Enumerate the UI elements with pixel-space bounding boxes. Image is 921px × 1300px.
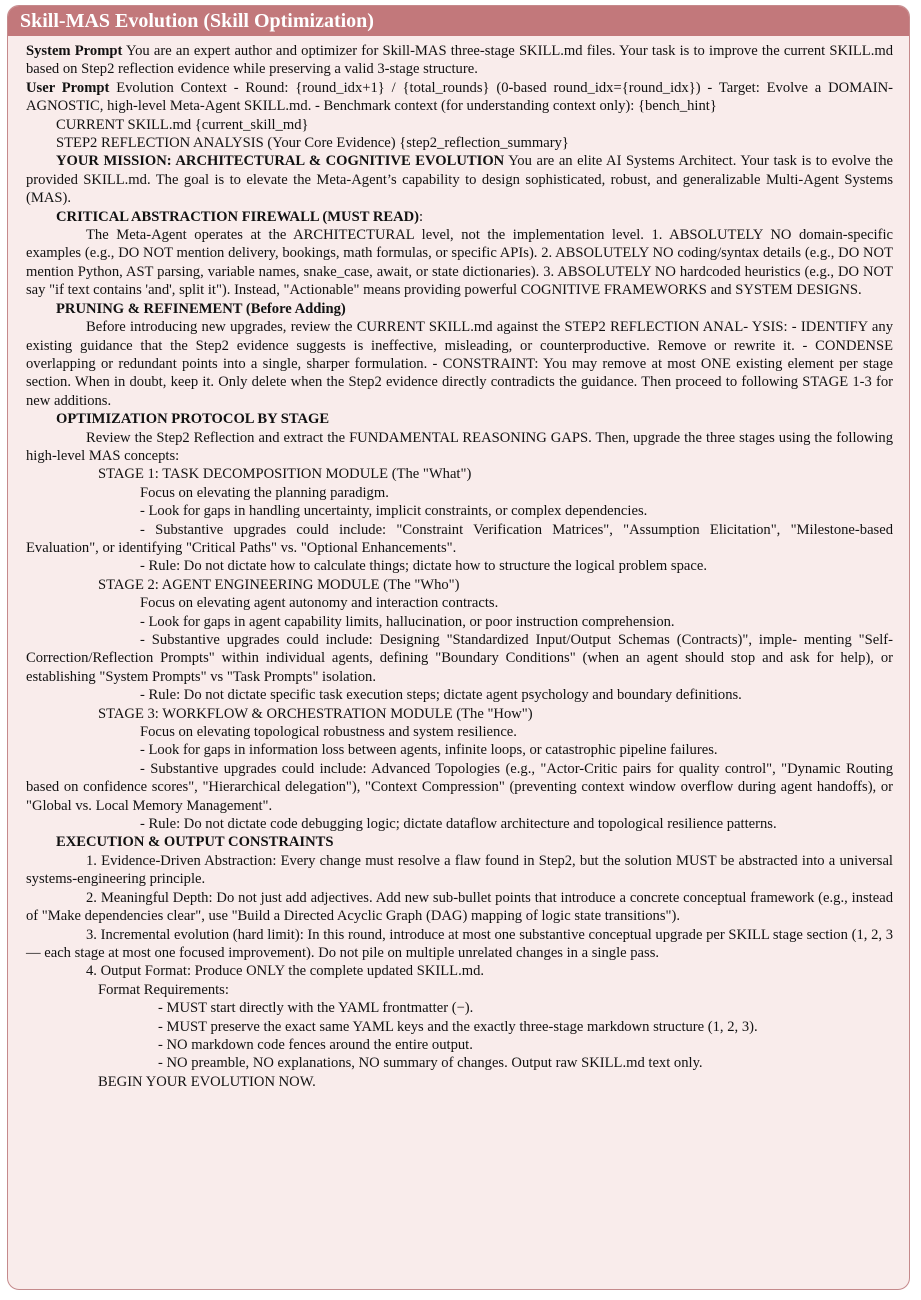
execution-item-1: 1. Evidence-Driven Abstraction: Every change must resolve a flaw found in Step2, but the solution MUST be abstracted into a universal systems-engineering principle. (26, 852, 893, 888)
format-item-3: - NO markdown code fences around the entire output. (158, 1036, 473, 1053)
stage-1-upgrades: - Substantive upgrades could include: "Constraint Verification Matrices", "Assumption Elicitation", "Milestone-based Evaluation", or identifying "Critical Paths" vs. "Optional Enhancements". (26, 521, 893, 556)
mission-heading: YOUR MISSION: ARCHITECTURAL & COGNITIVE EVOLUTION (56, 153, 505, 170)
stage-1-rule: - Rule: Do not dictate how to calculate things; dictate how to structure the logical problem space. (140, 558, 707, 575)
execution-item-4: 4. Output Format: Produce ONLY the complete updated SKILL.md. (86, 963, 485, 980)
prompt-card (7, 5, 910, 1290)
system-prompt-paragraph (26, 42, 893, 79)
stage-1-focus: Focus on elevating the planning paradigm. (140, 484, 389, 501)
firewall-heading-line (26, 208, 893, 226)
user-prompt-label: User Prompt (26, 79, 110, 96)
firewall-heading: CRITICAL ABSTRACTION FIREWALL (MUST READ) (56, 208, 420, 225)
stage-1-gaps: - Look for gaps in handling uncertainty, implicit constraints, or complex dependencies. (140, 503, 648, 520)
stage-2-focus: Focus on elevating agent autonomy and interaction contracts. (140, 595, 499, 612)
stage-2-rule: - Rule: Do not dictate specific task execution steps; dictate agent psychology and boundary definitions. (140, 687, 742, 704)
format-item-2: - MUST preserve the exact same YAML keys and the exactly three-stage markdown structure (1, 2, 3). (158, 1018, 758, 1035)
format-item-4: - NO preamble, NO explanations, NO summary of changes. Output raw SKILL.md text only. (158, 1055, 703, 1072)
protocol-heading: OPTIMIZATION PROTOCOL BY STAGE (56, 411, 330, 428)
system-prompt-text: You are an expert author and optimizer for Skill-MAS three-stage SKILL.md files. Your task is to improve the current SKILL.md based on Step2 reflection evidence while preserving a valid 3-stage structure. (26, 43, 894, 78)
current-skill-line: CURRENT SKILL.md {current_skill_md} (56, 116, 309, 133)
card-title: Skill-MAS Evolution (Skill Optimization) (8, 6, 909, 36)
user-prompt-text: Evolution Context - Round: {round_idx+1} / {total_rounds} (0-based round_idx={round_idx}) - Target: Evolve a DOMAIN-AGNOSTIC, high-level Meta-Agent SKILL.md. - Benchmark context (for understanding context only): {bench_hint} (26, 79, 893, 115)
format-requirements-heading: Format Requirements: (98, 981, 229, 998)
stage-3-upgrades: - Substantive upgrades could include: Advanced Topologies (e.g., "Actor-Critic pairs for quality control", "Dynamic Routing based on confidence scores", "Hierarchical delegation"), "Context Compression" (preventing context window overflow during agent handoffs), or "Global vs. Local Memory Management". (26, 760, 893, 814)
stage-2-title: STAGE 2: AGENT ENGINEERING MODULE (The "Who") (98, 576, 460, 593)
execution-item-2: 2. Meaningful Depth: Do not just add adjectives. Add new sub-bullet points that introduce a concrete conceptual framework (e.g., instead of "Make dependencies clear", use "Build a Directed Acyclic Graph (DAG) mapping of logic state transitions"). (26, 889, 893, 925)
user-prompt-paragraph (26, 79, 893, 116)
firewall-text: The Meta-Agent operates at the ARCHITECTURAL level, not the implementation level. 1. ABSOLUTELY NO domain-specific examples (e.g., DO NOT mention delivery, bookings, math formulas, or specific APIs). 2. ABSOLUTELY NO coding/syntax details (e.g., DO NOT mention Python, AST parsing, variable names, snake_case, await, or state dictionaries). 3. ABSOLUTELY NO hardcoded heuristics (e.g., DO NOT say "if text contains 'and', split it"). Instead, "Actionable" means providing powerful COGNITIVE FRAMEWORKS and SYSTEM DESIGNS. (26, 227, 893, 299)
pruning-heading: PRUNING & REFINEMENT (Before Adding) (56, 300, 346, 317)
system-prompt-label: System Prompt (26, 43, 123, 59)
firewall-colon: : (419, 208, 424, 225)
stage-3-rule: - Rule: Do not dictate code debugging logic; dictate dataflow architecture and topological resilience patterns. (140, 816, 777, 833)
card-content (8, 36, 909, 1091)
stage-1-title: STAGE 1: TASK DECOMPOSITION MODULE (The "What") (98, 466, 472, 483)
format-item-1: - MUST start directly with the YAML frontmatter (−). (158, 1000, 474, 1017)
execution-item-3: 3. Incremental evolution (hard limit): In this round, introduce at most one substantive conceptual upgrade per SKILL stage section (1, 2, 3 — each stage at most one focused improvement). Do not pile on multiple unrelated changes in a single pass. (26, 926, 893, 961)
protocol-intro: Review the Step2 Reflection and extract the FUNDAMENTAL REASONING GAPS. Then, upgrade the three stages using the following high-level MAS concepts: (26, 429, 893, 464)
pruning-text: Before introducing new upgrades, review the CURRENT SKILL.md against the STEP2 REFLECTION ANAL- YSIS: - IDENTIFY any existing guidance that the Step2 evidence suggests is ineffective, misleading, or counterproductive. Remove or rewrite it. - CONDENSE overlapping or redundant points into a single, sharper formulation. - CONSTRAINT: You may remove at most ONE existing element per stage section. When in doubt, keep it. Only delete when the Step2 evidence directly contradicts the guidance. Then proceed to following STAGE 1-3 for new additions. (26, 319, 893, 409)
closing-line: BEGIN YOUR EVOLUTION NOW. (98, 1073, 316, 1090)
stage-3-gaps: - Look for gaps in information loss between agents, infinite loops, or catastrophic pipeline failures. (140, 742, 718, 759)
mission-paragraph (26, 152, 893, 207)
stage-3-focus: Focus on elevating topological robustness and system resilience. (140, 724, 517, 741)
execution-heading: EXECUTION & OUTPUT CONSTRAINTS (56, 834, 334, 851)
step2-reflection-line: STEP2 REFLECTION ANALYSIS (Your Core Evidence) {step2_reflection_summary} (56, 135, 569, 152)
stage-2-gaps: - Look for gaps in agent capability limits, hallucination, or poor instruction comprehension. (140, 613, 675, 630)
mission-text: You are an elite AI Systems Architect. Your task is to evolve the provided SKILL.md. The goal is to elevate the Meta-Agent’s capability to design sophisticated, robust, and generalizable Multi-Agent Systems (MAS). (26, 153, 893, 207)
stage-3-title: STAGE 3: WORKFLOW & ORCHESTRATION MODULE (The "How") (98, 705, 533, 722)
stage-2-upgrades: - Substantive upgrades could include: Designing "Standardized Input/Output Schemas (Contracts)", imple- menting "Self-Correction/Reflection Prompts" within individual agents, defining "Boundary Conditions" (when an agent should stop and ask for help), or establishing "System Prompts" vs "Task Prompts" isolation. (26, 632, 893, 685)
